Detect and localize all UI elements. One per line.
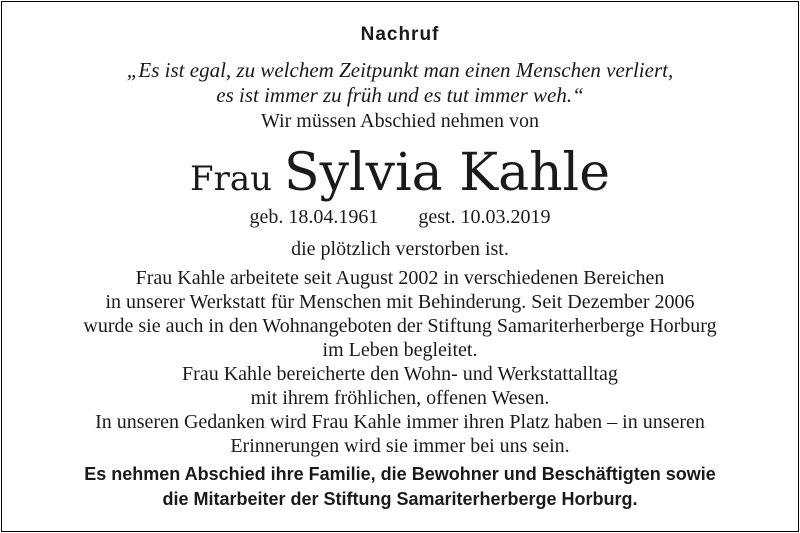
- memorial-quote: [0, 58, 800, 108]
- tribute-line: wurde sie auch in den Wohnangeboten der Stiftung Samariterherberge Horburg: [83, 315, 717, 337]
- birth-date: geb. 18.04.1961: [249, 206, 379, 228]
- name-prefix: Frau: [190, 159, 273, 199]
- sudden-death-line: die plötzlich verstorben ist.: [291, 238, 509, 260]
- tribute-line: Erinnerungen wird sie immer bei uns sein.: [230, 435, 570, 457]
- notice-heading: Nachruf: [360, 24, 440, 45]
- quote-line-2: es ist immer zu früh und es tut immer weh.“: [216, 83, 584, 107]
- tribute-line: In unseren Gedanken wird Frau Kahle immer ihren Platz haben – in unseren: [95, 411, 705, 433]
- life-dates: [0, 206, 800, 229]
- tribute-line: in unserer Werkstatt für Menschen mit Behinderung. Seit Dezember 2006: [105, 291, 695, 313]
- death-date: gest. 10.03.2019: [418, 206, 551, 228]
- tribute-text: [0, 266, 800, 458]
- tribute-line: mit ihrem fröhlichen, offenen Wesen.: [250, 387, 550, 409]
- tribute-line: Frau Kahle arbeitete seit August 2002 in verschiedenen Bereichen: [135, 267, 665, 289]
- mourners-line: die Mitarbeiter der Stiftung Samariterherberge Horburg.: [162, 489, 638, 509]
- quote-line-1: „Es ist egal, zu welchem Zeitpunkt man einen Menschen verliert,: [126, 58, 674, 82]
- mourners-line: Es nehmen Abschied ihre Familie, die Bewohner und Beschäftigten sowie: [84, 464, 716, 484]
- deceased-name: Sylvia Kahle: [284, 143, 610, 203]
- farewell-intro: Wir müssen Abschied nehmen von: [260, 110, 540, 132]
- tribute-line: im Leben begleitet.: [322, 339, 478, 361]
- mourners-statement: [0, 462, 800, 512]
- tribute-line: Frau Kahle bereicherte den Wohn- und Werkstattalltag: [182, 363, 618, 385]
